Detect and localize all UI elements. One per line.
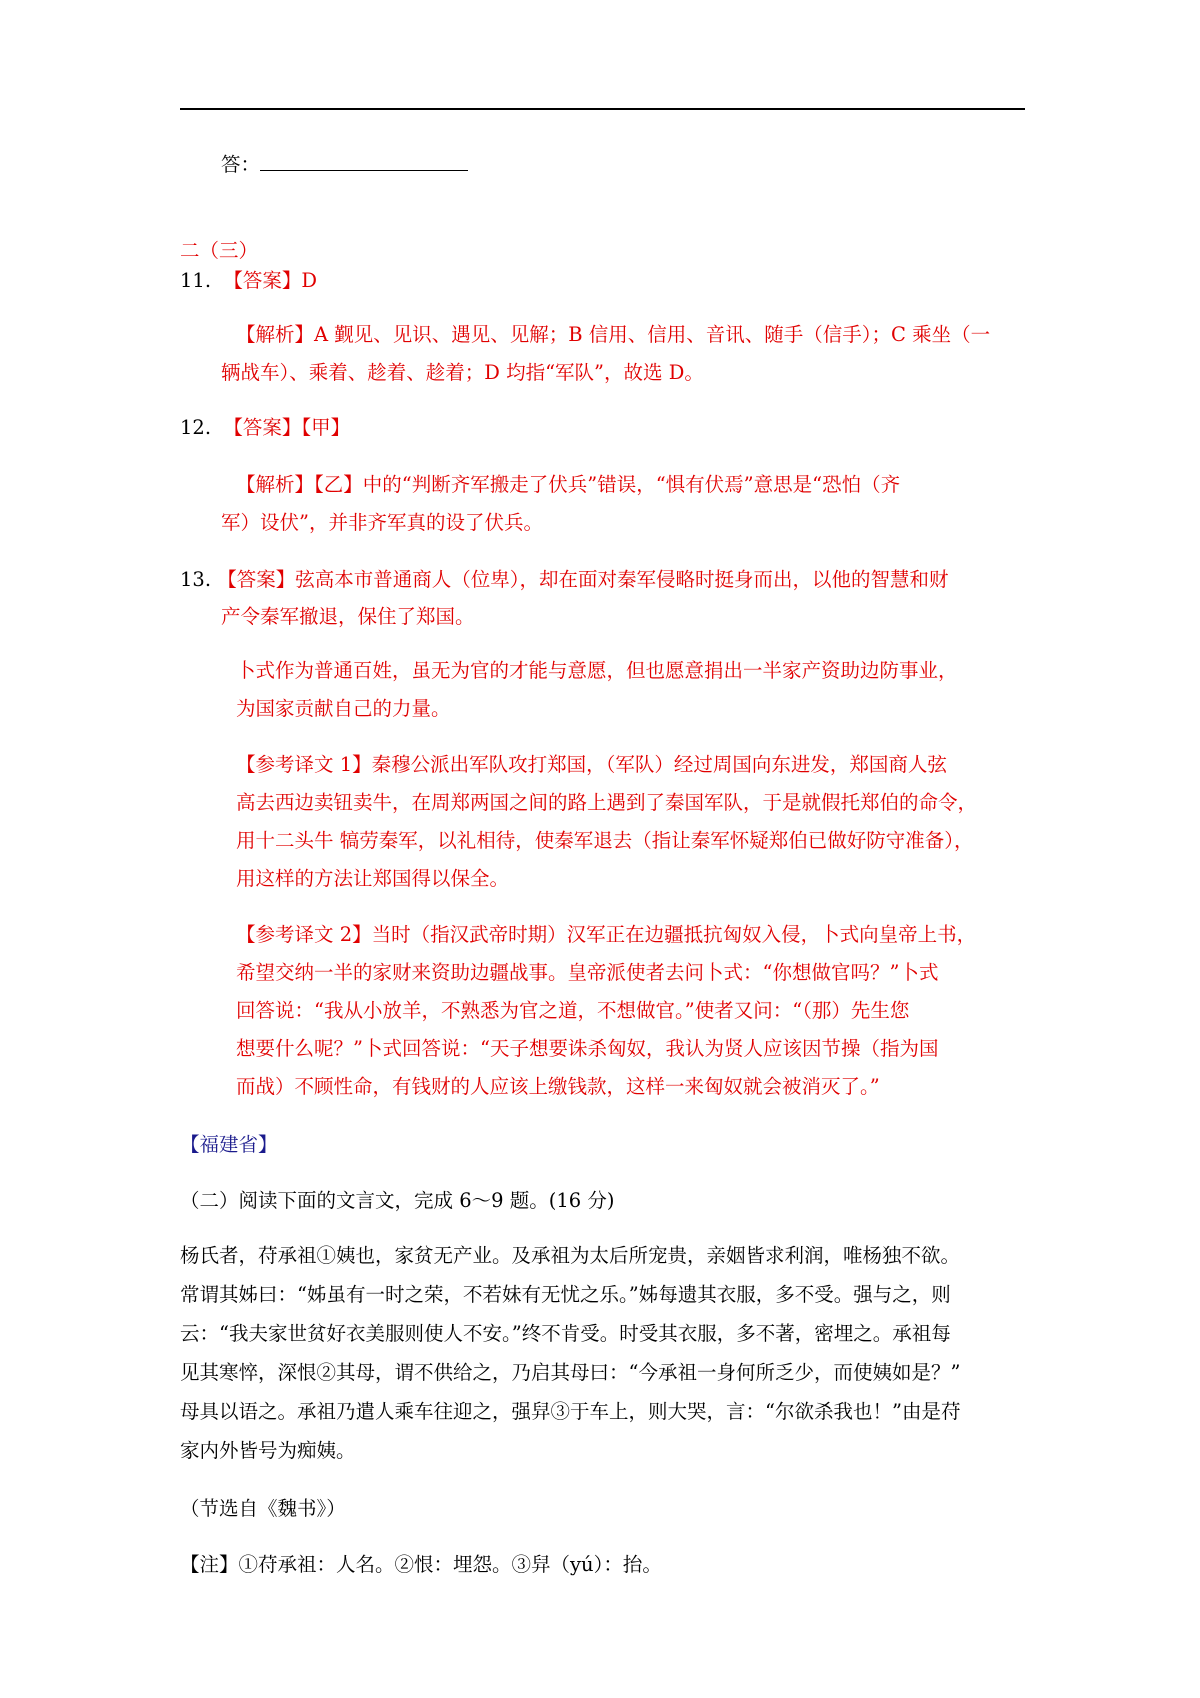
reading-instruction: （二）阅读下面的文言文，完成 6～9 题。(16 分) <box>180 1189 615 1212</box>
translation1-line-4: 用这样的方法让郑国得以保全。 <box>236 867 510 890</box>
passage-line-3: 云：“我夫家世贫好衣美服则使人不安。”终不肯受。时受其衣服，多不著，密埋之。承祖每 <box>180 1322 951 1345</box>
section-header: 二（三） <box>180 239 259 262</box>
translation1-line-1: 【参考译文 1】秦穆公派出军队攻打郑国，（军队）经过周国向东进发，郑国商人弦 <box>236 753 947 776</box>
passage-line-5: 母具以语之。承祖乃遣人乘车往迎之，强舁③于车上，则大哭，言：“尔欲杀我也！”由是苻 <box>180 1400 961 1423</box>
q12-analysis-line-2: 军）设伏”，并非齐军真的设了伏兵。 <box>221 511 543 534</box>
q12-answer-line <box>180 415 350 441</box>
header-rule <box>180 108 1025 110</box>
q13-answer-line <box>180 567 948 593</box>
answer-prompt <box>221 152 468 178</box>
q11-answer-line <box>180 268 317 294</box>
answer-label: 答： <box>221 153 261 176</box>
translation2-line-3: 回答说：“我从小放羊，不熟悉为官之道，不想做官。”使者又问：“（那）先生您 <box>236 999 910 1022</box>
passage-line-2: 常谓其姊曰：“姊虽有一时之荣，不若妹有无忧之乐。”姊每遗其衣服，多不受。强与之，则 <box>180 1283 951 1306</box>
q13-answer-2: 产令秦军撤退，保住了郑国。 <box>221 605 475 628</box>
q13-answer-1: 【答案】弦高本市普通商人（位卑），却在面对秦军侵略时挺身而出，以他的智慧和财 <box>217 568 949 591</box>
q12-number: 12. <box>180 416 212 439</box>
passage-line-4: 见其寒悴，深恨②其母，谓不供给之，乃启其母曰：“今承祖一身何所乏少，而使姨如是？” <box>180 1361 961 1384</box>
passage-source: （节选自《魏书》） <box>180 1497 346 1520</box>
translation1-line-3: 用十二头牛 犒劳秦军，以礼相待，使秦军退去（指让秦军怀疑郑伯已做好防守准备）， <box>236 829 974 852</box>
q11-number: 11. <box>180 269 212 292</box>
translation2-line-2: 希望交纳一半的家财来资助边疆战事。皇帝派使者去问卜式：“你想做官吗？”卜式 <box>236 961 939 984</box>
translation1-line-2: 高去西边卖钮卖牛，在周郑两国之间的路上遇到了秦国军队，于是就假托郑伯的命令， <box>236 791 978 814</box>
q13-number: 13. <box>180 568 212 591</box>
q11-answer: 【答案】D <box>223 269 318 292</box>
answer-blank <box>260 152 468 171</box>
q12-analysis-line-1: 【解析】【乙】中的“判断齐军搬走了伏兵”错误，“惧有伏焉”意思是“恐怕（齐 <box>236 473 901 496</box>
passage-notes: 【注】①苻承祖：人名。②恨：埋怨。③舁（yú）：抬。 <box>180 1553 662 1576</box>
q11-analysis-line-2: 辆战车）、乘着、趁着、趁着；D 均指“军队”，故选 D。 <box>221 361 704 384</box>
q11-analysis-line-1: 【解析】A 觐见、见识、遇见、见解；B 信用、信用、音讯、随手（信手）；C 乘坐（一 <box>236 323 991 346</box>
translation2-line-5: 而战）不顾性命，有钱财的人应该上缴钱款，这样一来匈奴就会被消灭了。” <box>236 1075 880 1098</box>
q13-para2-line-1: 卜式作为普通百姓，虽无为官的才能与意愿，但也愿意捐出一半家产资助边防事业， <box>236 659 958 682</box>
translation2-line-4: 想要什么呢？”卜式回答说：“天子想要诛杀匈奴，我认为贤人应该因节操（指为国 <box>236 1037 939 1060</box>
q13-para2-line-2: 为国家贡献自己的力量。 <box>236 697 451 720</box>
passage-line-1: 杨氏者，苻承祖①姨也，家贫无产业。及承祖为太后所宠贵，亲姻皆求利润，唯杨独不欲。 <box>180 1244 961 1267</box>
passage-line-6: 家内外皆号为痴姨。 <box>180 1439 356 1462</box>
province-heading: 【福建省】 <box>180 1133 278 1156</box>
q12-answer: 【答案】【甲】 <box>223 416 351 439</box>
translation2-line-1: 【参考译文 2】当时（指汉武帝时期）汉军正在边疆抵抗匈奴入侵，卜式向皇帝上书， <box>236 923 977 946</box>
